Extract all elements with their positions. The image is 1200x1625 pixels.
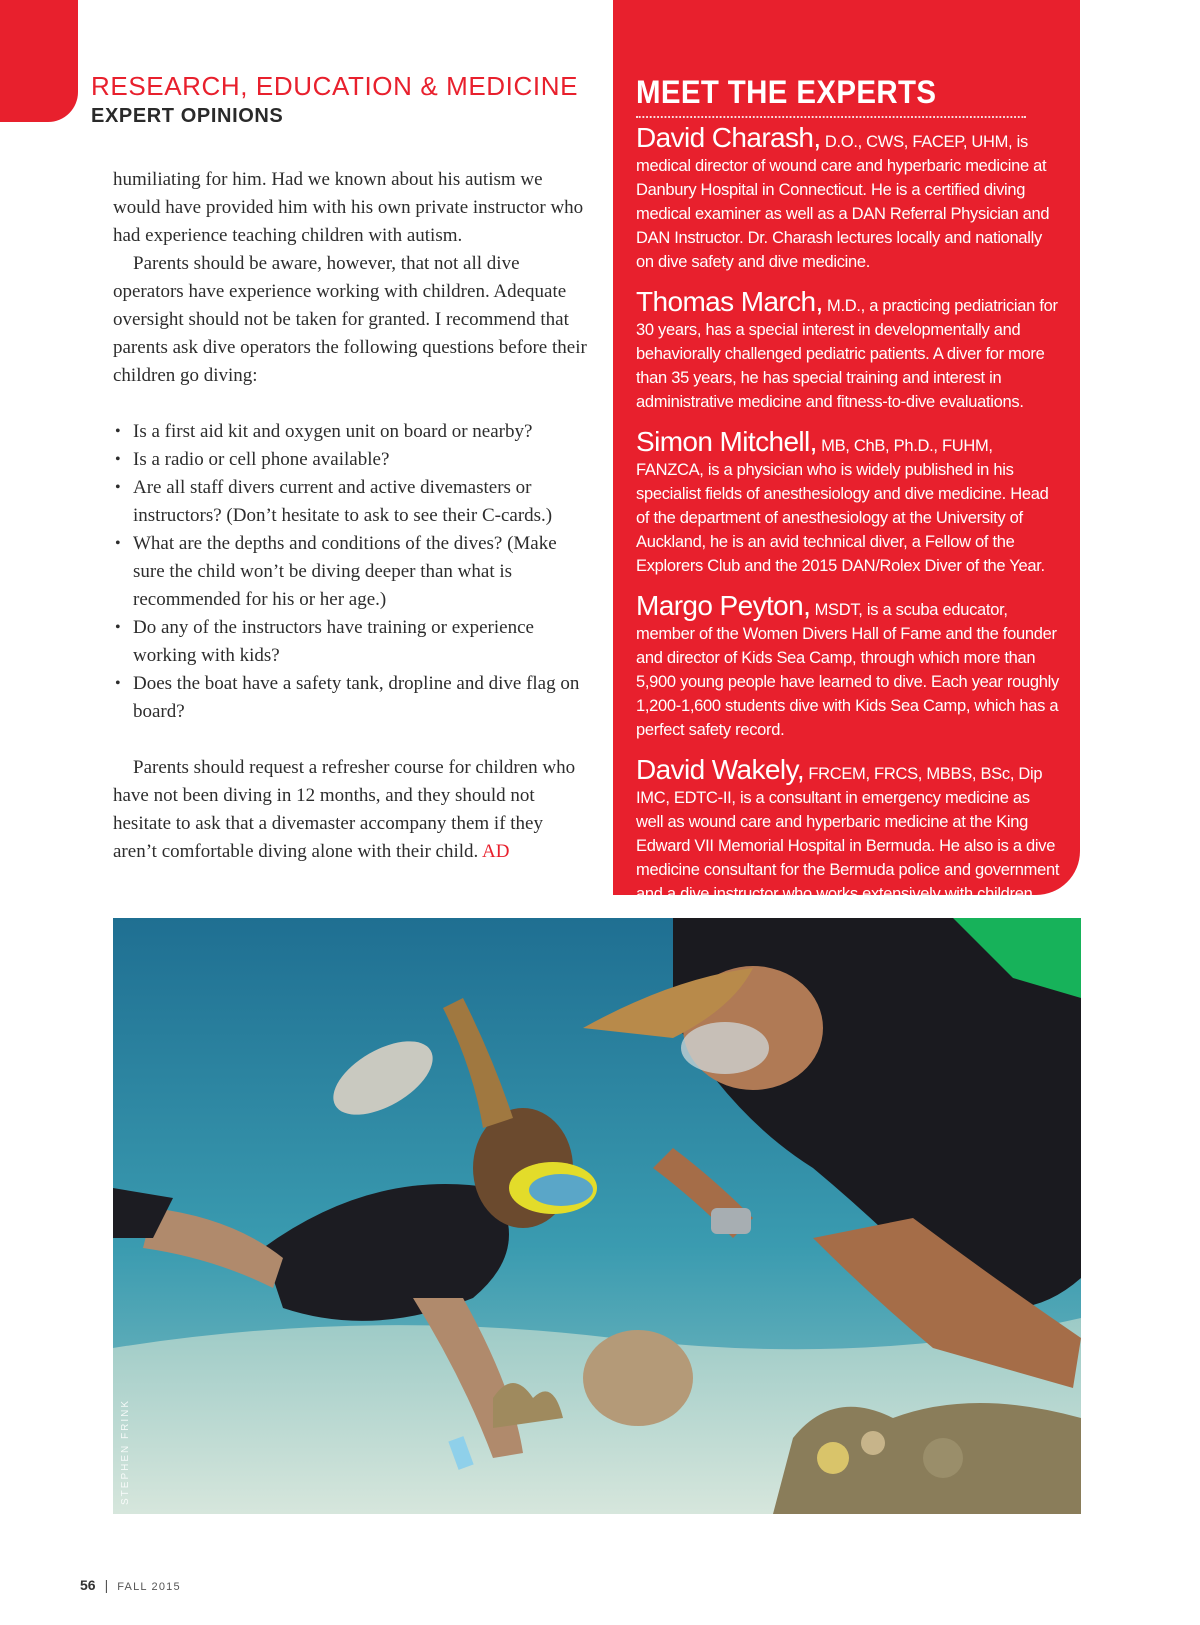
closing-paragraph-text: Parents should request a refresher course for children who have not been diving in 12 months, and they should not hesitate to ask that a divemaster accompany them if they aren’t comfortable diving alone with their child. [113, 757, 576, 862]
expert-entry [636, 288, 1060, 414]
question-list [113, 418, 591, 726]
expert-entry [636, 428, 1060, 578]
expert-bio: M.D., a practicing pediatrician for 30 years, has a special interest in developmentally and behaviorally challenged pediatric patients. A diver for more than 35 years, he has special training and interest in administrative medicine and fitness-to-dive evaluations. [636, 297, 1058, 411]
section-title: RESEARCH, EDUCATION & MEDICINE [91, 71, 579, 101]
experts-heading: MEET THE EXPERTS [636, 68, 1026, 118]
expert-bio: D.O., CWS, FACEP, UHM, is medical director of wound care and hyperbaric medicine at Danbury Hospital in Connecticut. He is a certified diving medical examiner as well as a DAN Referral Physician and DAN Instructor. Dr. Charash lectures locally and nationally on dive safety and dive medicine. [636, 133, 1050, 271]
article-paragraph [113, 754, 591, 866]
section-header [91, 72, 578, 128]
list-item: • What are the depths and conditions of the dives? (Make sure the child won’t be diving deeper than what is recommended for his or her age.) [113, 530, 591, 614]
section-subtitle: EXPERT OPINIONS [91, 104, 284, 127]
expert-name: David Wakely, [636, 754, 805, 785]
experts-list [636, 124, 1060, 920]
page-footer [80, 1577, 181, 1595]
article-paragraph: humiliating for him. Had we known about his autism we would have provided him with his own private instructor who had experience teaching children with autism. [113, 169, 584, 246]
list-item: • Is a radio or cell phone available? [113, 446, 591, 474]
expert-bio: MB, ChB, Ph.D., FUHM, FANZCA, is a physician who is widely published in his specialist fields of anesthesiology and dive medicine. Head of the department of anesthesiology at the University of Auckland, he is an avid technical diver, a Fellow of the Explorers Club and the 2015 DAN/Rolex Diver of the Year. [636, 437, 1049, 575]
photo-credit: STEPHEN FRINK [120, 1398, 131, 1505]
underwater-photo [113, 918, 1081, 1514]
expert-entry [636, 592, 1060, 742]
expert-name: Simon Mitchell, [636, 426, 817, 457]
page-number: 56 [80, 1577, 96, 1593]
list-item: • Is a first aid kit and oxygen unit on board or nearby? [113, 418, 591, 446]
expert-bio: FRCEM, FRCS, MBBS, BSc, Dip IMC, EDTC-II, is a consultant in emergency medicine as well as wound care and hyperbaric medicine at the King Edward VII Memorial Hospital in Bermuda. He also is a dive medicine consultant for the Bermuda police and government and a dive instructor who works extensively with children. [636, 765, 1060, 903]
expert-entry [636, 124, 1060, 274]
expert-name: Margo Peyton, [636, 590, 811, 621]
issue-label: FALL 2015 [117, 1581, 181, 1593]
expert-name: Thomas March, [636, 286, 823, 317]
end-mark: AD [482, 841, 510, 862]
article-body [113, 166, 591, 866]
expert-bio: MSDT, is a scuba educator, member of the Women Divers Hall of Fame and the founder and director of Kids Sea Camp, through which more than 5,900 young people have learned to dive. Each year roughly 1,200-1,600 students dive with Kids Sea Camp, which has a perfect safety record. [636, 601, 1059, 739]
list-item: • Are all staff divers current and active divemasters or instructors? (Don’t hesitate to ask to see their C-cards.) [113, 474, 591, 530]
experts-sidebar [613, 0, 1080, 903]
article-paragraph: Parents should be aware, however, that not all dive operators have experience working with children. Adequate oversight should not be taken for granted. I recommend that parents ask dive operators the following questions before their children go diving: [113, 253, 587, 386]
list-item: • Does the boat have a safety tank, dropline and dive flag on board? [113, 670, 591, 726]
footer-separator: | [104, 1577, 109, 1593]
expert-name: David Charash, [636, 122, 821, 153]
corner-tab [0, 0, 78, 122]
list-item: • Do any of the instructors have training or experience working with kids? [113, 614, 591, 670]
expert-entry [636, 756, 1060, 906]
